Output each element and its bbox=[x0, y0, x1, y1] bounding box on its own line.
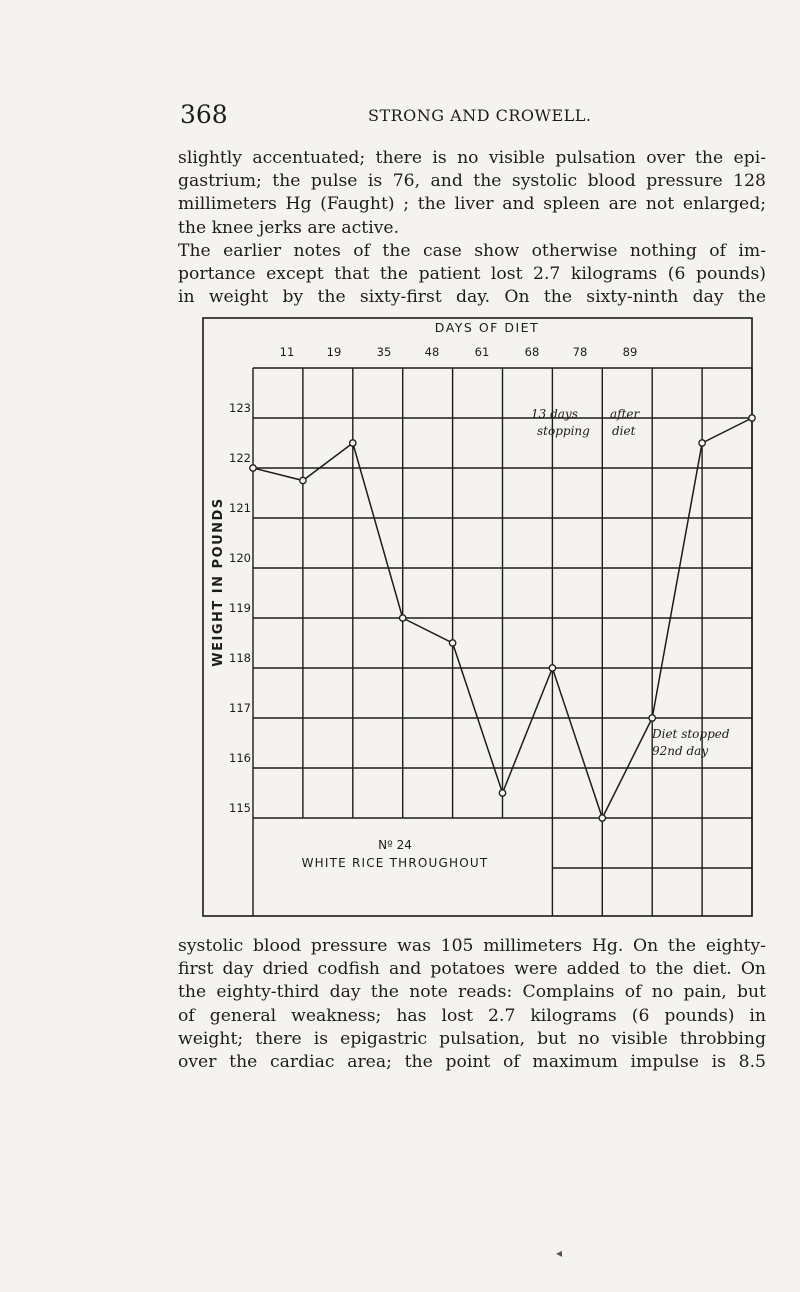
chart-title: DAYS OF DIET bbox=[434, 320, 540, 335]
x-tick-label: 68 bbox=[524, 345, 540, 359]
chart-frame bbox=[203, 318, 752, 916]
text-line: in weight by the sixty-first day. On the sixty-ninth day the bbox=[178, 287, 766, 308]
annotation-92nd-day: 92nd day bbox=[652, 744, 709, 758]
x-tick-label: 89 bbox=[622, 345, 638, 359]
stray-mark: ◂ bbox=[556, 1246, 563, 1260]
chart-grid bbox=[203, 318, 752, 916]
x-tick-label: 61 bbox=[474, 345, 490, 359]
annotation-diet-stopped: Diet stopped bbox=[652, 727, 730, 741]
y-tick-label: 120 bbox=[229, 551, 251, 565]
y-tick-label: 115 bbox=[229, 801, 251, 815]
text-line: systolic blood pressure was 105 millimeters Hg. On the eighty- bbox=[178, 936, 766, 956]
text-line: weight; there is epigastric pulsation, but no visible throbbing bbox=[178, 1028, 766, 1049]
text-line: first day dried codfish and potatoes were added to the diet. On bbox=[178, 959, 766, 980]
text-line: the eighty-third day the note reads: Complains of no pain, but bbox=[178, 982, 766, 1003]
text-line: portance except that the patient lost 2.7 kilograms (6 pounds) bbox=[178, 264, 766, 285]
paragraph-bottom bbox=[178, 935, 766, 1074]
data-point bbox=[300, 477, 306, 483]
data-point bbox=[499, 790, 505, 796]
annotation-after: after bbox=[610, 407, 640, 421]
data-point bbox=[649, 715, 655, 721]
text-line: The earlier notes of the case show otherwise nothing of im- bbox=[178, 240, 766, 261]
x-tick-label: 11 bbox=[279, 345, 295, 359]
y-tick-label: 121 bbox=[229, 501, 251, 515]
data-point bbox=[250, 465, 256, 471]
y-axis-label: WEIGHT IN POUNDS bbox=[211, 497, 226, 667]
data-point bbox=[449, 640, 455, 646]
y-tick-label: 123 bbox=[229, 401, 251, 415]
text-line: of general weakness; has lost 2.7 kilograms (6 pounds) in bbox=[178, 1005, 766, 1026]
chart-caption-diet: WHITE RICE THROUGHOUT bbox=[301, 856, 489, 870]
data-point bbox=[749, 415, 755, 421]
y-tick-label: 119 bbox=[229, 601, 251, 615]
y-tick-label: 116 bbox=[229, 751, 251, 765]
text-line: over the cardiac area; the point of maximum impulse is 8.5 bbox=[178, 1052, 766, 1073]
data-point bbox=[549, 665, 555, 671]
running-head: STRONG AND CROWELL. bbox=[368, 106, 592, 125]
text-line: slightly accentuated; there is no visible pulsation over the epi- bbox=[178, 148, 766, 168]
annotation-stopping: stopping bbox=[537, 424, 590, 438]
y-tick-label: 122 bbox=[229, 451, 251, 465]
text-line: the knee jerks are active. bbox=[178, 217, 400, 238]
x-tick-label: 48 bbox=[424, 345, 440, 359]
data-point bbox=[350, 440, 356, 446]
annotation-diet: diet bbox=[612, 424, 636, 438]
text-line: millimeters Hg (Faught) ; the liver and spleen are not enlarged; bbox=[178, 194, 766, 215]
x-tick-label: 35 bbox=[376, 345, 392, 359]
text-line: gastrium; the pulse is 76, and the systolic blood pressure 128 bbox=[178, 171, 766, 192]
page-number: 368 bbox=[180, 100, 228, 129]
chart-caption-number: Nº 24 bbox=[378, 838, 412, 852]
x-tick-label: 19 bbox=[326, 345, 342, 359]
data-point bbox=[699, 440, 705, 446]
data-point bbox=[599, 815, 605, 821]
data-point bbox=[400, 615, 406, 621]
y-tick-label: 117 bbox=[229, 701, 251, 715]
x-tick-label: 78 bbox=[572, 345, 588, 359]
annotation-days-stopping: 13 days bbox=[531, 407, 578, 421]
y-tick-label: 118 bbox=[229, 651, 251, 665]
